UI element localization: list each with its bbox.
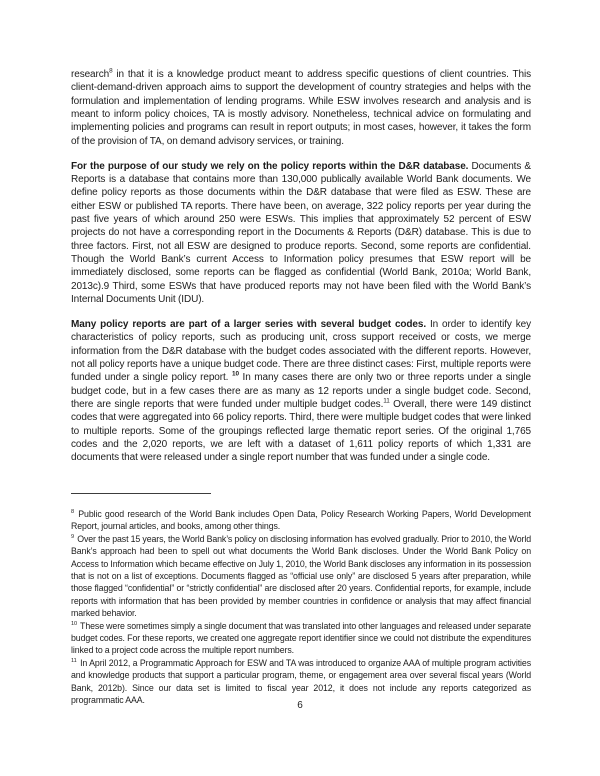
paragraph-2 bbox=[71, 160, 531, 307]
body-paragraphs bbox=[71, 68, 531, 476]
paragraph-text: Overall, there were 149 distinct codes that were aggregated into 66 policy reports. Third, there were multiple budget codes that were linked to multiple reports. Some of the groupings reflected large thematic report series. Of the original 1,765 codes and the 2,020 reports, we are left with a dataset of 1,611 policy reports of which 1,331 are documents that were released under a single report number that was funded under a single code. bbox=[71, 398, 531, 464]
footnote-text: In April 2012, a Programmatic Approach for ESW and TA was introduced to organize AAA of multiple program activities and knowledge products that support a particular program, theme, or engagement area over several fiscal years (World Bank, 2012b). Since our data set is limited to fiscal year 2012, it does not include any reports categorized as programmatic AAA. bbox=[71, 657, 531, 706]
paragraph-text: research bbox=[71, 69, 110, 80]
footnote-reference: 10 bbox=[231, 370, 239, 378]
footnote-text: Over the past 15 years, the World Bank’s policy on disclosing information has evolved gradually. Prior to 2010, the World Bank’s approach had been to spell out what documents the World Bank discloses. Under the World Bank Policy on Access to Information which became effective on July 1, 2010, the World Bank discloses any information in its possession that is not on a list of exceptions. Documents flagged as “official use only” are disclosed 5 years after preparation, while those flagged “confidential” or “strictly confidential” are disclosed after 20 years. Confidential reports, for example, include reports with information that has been provided by member countries in confidence or analysis that may affect financial marked behavior. bbox=[71, 533, 531, 619]
footnote-marker: 11 bbox=[71, 657, 77, 664]
page-number: 6 bbox=[297, 700, 303, 711]
footnote-10 bbox=[71, 620, 531, 657]
paragraph-text: For the purpose of our study we rely on the policy reports within the D&R database. bbox=[71, 160, 469, 172]
footnote-text: Public good research of the World Bank includes Open Data, Policy Research Working Papers, World Development Report, journal articles, and books, among other things. bbox=[71, 509, 531, 532]
paragraph-text: Many policy reports are part of a larger series with several budget codes. bbox=[71, 318, 427, 330]
paragraph-text: in that it is a knowledge product meant to address specific questions of client countries. This client-demand-driven approach aims to support the development of country strategies and helps with the formulation and implementation of lending programs. While ESW involves research and analysis and is meant to inform policy choices, TA is mostly advisory. Nonetheless, technical advice on formulating and implementing policies and programs can result in report outputs; in most cases, however, it takes the form of the provision of TA, on demand advisory services, or training. bbox=[71, 69, 531, 147]
footnote-reference: 11 bbox=[383, 397, 390, 405]
footnote-text: These were sometimes simply a single document that was translated into other languages and released under separate budget codes. For these reports, we created one aggregate report identifier since we could not distribute the expenditures linked to a project code across the multiple report numbers. bbox=[71, 620, 531, 656]
paragraph-text: In order to identify key characteristics of policy reports, such as producing unit, cross support received or costs, we merge information from the D&R database with the budget codes associated with the different reports. However, not all policy reports have a unique budget code. There are three distinct cases: First, multiple reports were funded under a single policy report. bbox=[71, 318, 531, 384]
footnote-9 bbox=[71, 533, 531, 620]
footnote-8 bbox=[71, 508, 531, 533]
paragraph-1 bbox=[71, 68, 531, 148]
paragraph-text: In many cases there are only two or three reports under a single budget code, but in a few cases there are as many as 12 reports under a single budget code. Second, there are single reports that were funded under multiple budget codes. bbox=[71, 372, 531, 410]
footnote-marker: 10 bbox=[71, 620, 78, 627]
footnote-marker: 9 bbox=[71, 533, 75, 540]
paragraph-3 bbox=[71, 318, 531, 465]
footnote-marker: 8 bbox=[71, 509, 75, 516]
footnote-separator-rule bbox=[71, 493, 211, 494]
paragraph-text: Documents & Reports is a database that contains more than 130,000 publically available World Bank documents. We define policy reports as those documents within the D&R database that were filed as ESW. These are either ESW or published TA reports. There have been, on average, 322 policy reports per year during the past five years of which around 250 were ESWs. This implies that approximately 52 percent of ESW projects do not have a corresponding report in the Documents & Reports (D&R) database. This is due to three factors. First, not all ESW are designed to produce reports. Second, some reports are confidential. Though the World Bank’s current Access to Information policy presumes that ESW report will be immediately disclosed, some reports can be flagged as confidential (World Bank, 2010a; World Bank, 2013c).9 Third, some ESWs that have produced reports may not have been filed with the World Bank’s Internal Documents Unit (IDU). bbox=[71, 160, 532, 305]
footnotes-section bbox=[71, 508, 531, 707]
footnote-reference: 8 bbox=[109, 67, 113, 75]
